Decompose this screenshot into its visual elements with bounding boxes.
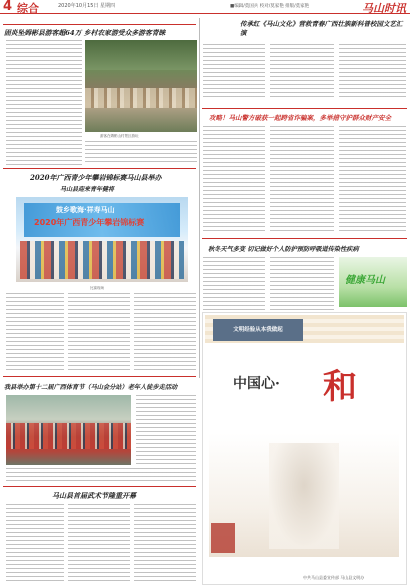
article-body — [339, 126, 406, 232]
article-body — [85, 141, 197, 165]
article-body — [270, 257, 334, 313]
article-body — [68, 504, 130, 584]
article-body — [6, 504, 64, 584]
headline-rule — [3, 376, 196, 377]
newspaper-logo: 马山时讯 — [362, 2, 406, 15]
article-headline: 我县举办第十二届广西体育节（马山会分站）老年人徒步走活动 — [4, 384, 178, 391]
ad-slogan-char: 和 — [323, 367, 357, 407]
ad-illustration — [209, 433, 399, 557]
tourism-photo — [85, 40, 197, 132]
article-headline: 固炎坠姆彬县游客超64万 乡村农家游受众多游客青睐 — [4, 29, 166, 37]
article-body — [136, 395, 196, 465]
ad-slogan-prefix: 中国心· — [233, 376, 280, 392]
headline-rule — [3, 24, 196, 25]
competition-photo — [16, 197, 188, 282]
article-headline: 2020年广西青少年攀岩锦标赛马山县举办 — [30, 173, 162, 182]
banner-text: 鼓乡歌海·祥寿马山 — [56, 206, 115, 214]
public-service-ad — [202, 312, 407, 585]
article-headline: 攻略！马山警方破获一起跨省诈骗案，多举措守护群众财产安全 — [209, 114, 391, 122]
photo-caption: 比赛现场 — [90, 286, 104, 290]
article-body — [270, 44, 334, 100]
seal-stamp-icon — [211, 523, 235, 553]
photo-caption: 游客在姆彬山村景区游玩 — [100, 134, 139, 138]
article-body — [270, 126, 334, 232]
headline-rule — [3, 168, 196, 169]
walk-photo — [6, 395, 131, 465]
article-headline: 传承红《马山文化》营救青春广西壮族新科普校园文艺汇演 — [240, 20, 403, 37]
page-number: 4 — [3, 0, 13, 14]
ad-header: 文明经验从本我做起 — [213, 319, 303, 341]
article-body — [6, 148, 82, 166]
headline-rule — [202, 238, 407, 239]
article-body — [203, 44, 265, 100]
article-body — [6, 40, 82, 145]
article-body — [203, 257, 265, 313]
ad-footer: 中共马山县委宣传部 马山县文明办 — [303, 575, 365, 580]
article-body — [6, 293, 64, 371]
headline-rule — [3, 486, 196, 487]
column-divider — [199, 18, 200, 378]
tourism-logo-text: 健康马山 — [345, 275, 385, 286]
article-body — [6, 468, 196, 482]
banner-text: 2020年广西青少年攀岩锦标赛 — [34, 218, 145, 227]
issue-date: 2020年10月15日 星期四 — [58, 3, 116, 9]
article-headline: 秋冬天气多变 切记做好个人防护预防呼吸道传染性疾病 — [208, 246, 359, 253]
editor-credits: ■编辑/莫国兵 校对/莫家艳 排版/莫家艳 — [230, 4, 310, 9]
article-body — [134, 293, 196, 371]
article-subheadline: 马山县迎来青年健将 — [60, 186, 115, 193]
section-title: 综合 — [17, 2, 39, 15]
headline-rule — [202, 108, 407, 109]
article-body — [68, 293, 130, 371]
article-body — [339, 44, 406, 100]
article-body — [203, 126, 265, 232]
article-headline: 马山县首届武术节隆重开幕 — [52, 491, 136, 500]
tourism-logo — [339, 257, 407, 307]
article-body — [134, 504, 196, 584]
